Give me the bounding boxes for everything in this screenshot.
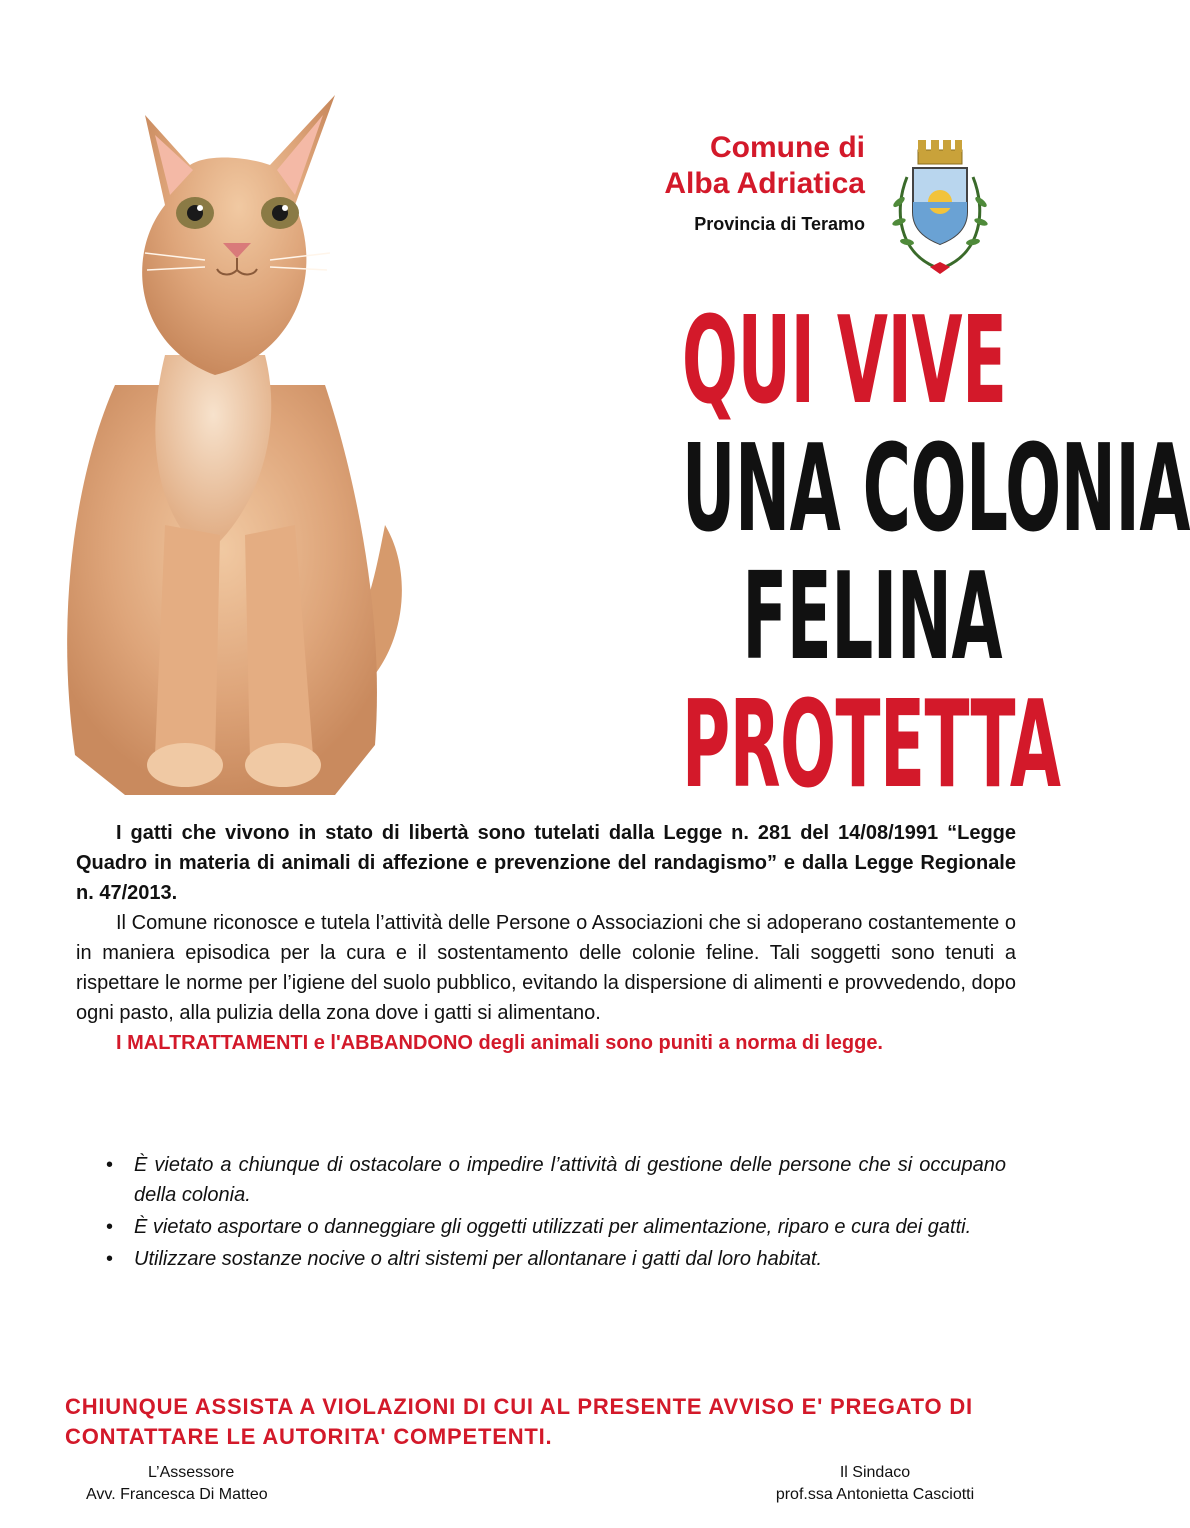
bullet-icon: •: [106, 1248, 114, 1270]
bullet-icon: •: [106, 1154, 114, 1176]
municipality-header: [560, 130, 865, 236]
municipal-crest-icon: [885, 132, 995, 282]
headline-line3: FELINA: [742, 548, 1002, 687]
violation-warning: CHIUNQUE ASSISTA A VIOLAZIONI DI CUI AL PRESENTE AVVISO E' PREGATO DI CONTATTARE LE AUTORITA' COMPETENTI.: [65, 1394, 973, 1449]
sindaco-signature: [735, 1462, 1015, 1506]
comune-title-line2: Alba Adriatica: [664, 167, 865, 200]
assessore-signature: [86, 1462, 346, 1506]
headline-line1: QUI VIVE: [681, 292, 1007, 431]
mistreatment-paragraph: I MALTRATTAMENTI e l'ABBANDONO degli animali sono puniti a norma di legge.: [116, 1032, 883, 1054]
rule-text: Utilizzare sostanze nocive o altri sistemi per allontanare i gatti dal loro habitat.: [134, 1248, 823, 1270]
rule-text: È vietato a chiunque di ostacolare o impedire l’attività di gestione delle persone che si occupano della colonia.: [134, 1154, 1006, 1206]
bullet-icon: •: [106, 1216, 114, 1238]
comune-title-line1: Comune di: [710, 131, 865, 164]
sindaco-name: prof.ssa Antonietta Casciotti: [775, 1486, 975, 1503]
list-item: [106, 1212, 1006, 1242]
law-paragraph: I gatti che vivono in stato di libertà sono tutelati dalla Legge n. 281 del 14/08/1991 “Legge Quadro in materia di animali di affezione e prevenzione del randagismo” e dalla Legge Regionale n. 47/2013.: [76, 822, 1016, 904]
kitten-photo: [55, 55, 420, 815]
notice-body: [76, 818, 1016, 1058]
assessore-name: Avv. Francesca Di Matteo: [86, 1486, 268, 1503]
rule-text: È vietato asportare o danneggiare gli oggetti utilizzati per alimentazione, riparo e cura dei gatti.: [134, 1216, 972, 1238]
rules-list: [106, 1150, 1006, 1276]
headline: [420, 292, 1190, 815]
list-item: [106, 1244, 1006, 1274]
sindaco-role: Il Sindaco: [839, 1464, 911, 1481]
municipality-paragraph: Il Comune riconosce e tutela l’attività delle Persone o Associazioni che si adoperano costantemente o in maniera episodica per la cura e il sostentamento delle colonie feline. Tali soggetti sono tenuti a rispettare le norme per l’igiene del suolo pubblico, evitando la dispersione di alimenti e provvedendo, dopo ogni pasto, alla pulizia della zona dove i gatti si alimentano.: [76, 912, 1016, 1024]
provincia-label: Provincia di Teramo: [694, 214, 865, 234]
assessore-role: L’Assessore: [148, 1464, 235, 1481]
headline-line4: PROTETTA: [681, 676, 1061, 815]
list-item: [106, 1150, 1006, 1210]
headline-line2: UNA COLONIA: [681, 420, 1190, 559]
